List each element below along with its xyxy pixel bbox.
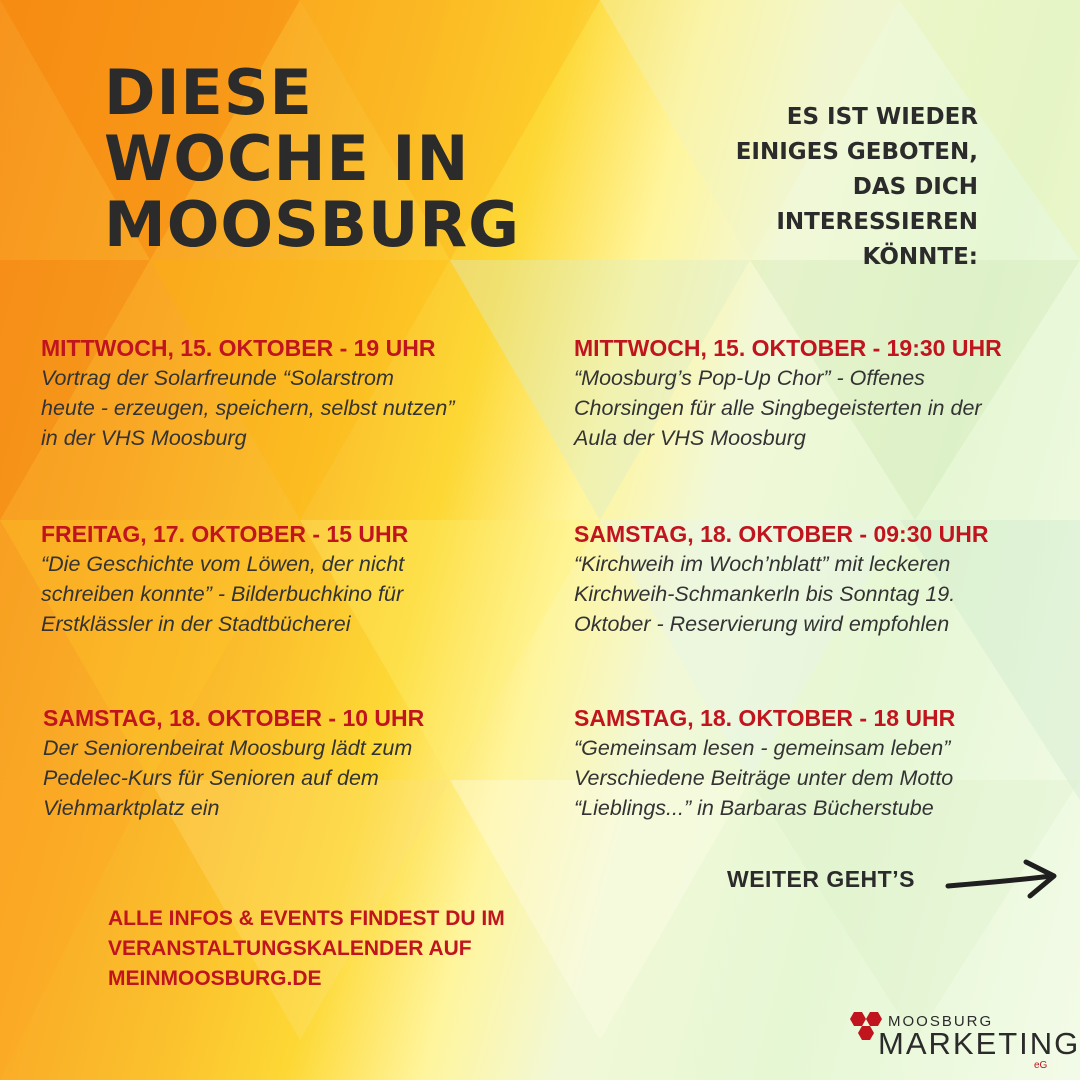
event-item: [43, 703, 543, 823]
event-date: MITTWOCH, 15. OKTOBER - 19:30 UHR: [574, 335, 1002, 361]
event-description-line: schreiben konnte” - Bilderbuchkino für: [41, 582, 404, 606]
event-item: [41, 333, 541, 453]
event-description-line: “Die Geschichte vom Löwen, der nicht: [41, 552, 405, 576]
event-description-line: Vortrag der Solarfreunde “Solarstrom: [41, 366, 394, 390]
event-date: MITTWOCH, 15. OKTOBER - 19 UHR: [41, 335, 436, 361]
footer-line[interactable]: MEINMOOSBURG.DE: [108, 967, 322, 990]
arrow-right-icon[interactable]: [944, 858, 1062, 908]
event-item: [41, 519, 541, 639]
event-date: SAMSTAG, 18. OKTOBER - 09:30 UHR: [574, 521, 989, 547]
event-description-line: “Moosburg’s Pop-Up Chor” - Offenes: [574, 366, 925, 390]
event-description: [574, 549, 1074, 639]
event-date: SAMSTAG, 18. OKTOBER - 18 UHR: [574, 705, 956, 731]
event-description-line: in der VHS Moosburg: [41, 426, 247, 450]
event-description-line: Aula der VHS Moosburg: [574, 426, 806, 450]
intro-line: EINIGES GEBOTEN,: [735, 139, 978, 165]
footer-text: [108, 904, 628, 994]
intro-line: ES IST WIEDER: [786, 104, 978, 130]
intro-text: [658, 100, 978, 275]
next-page-label[interactable]: WEITER GEHT’S: [727, 866, 915, 892]
moosburg-marketing-logo: [844, 1010, 1080, 1074]
title-line: MOOSBURG: [104, 188, 520, 261]
event-description-line: Pedelec-Kurs für Senioren auf dem: [43, 766, 379, 790]
title-line: WOCHE IN: [104, 122, 470, 195]
event-description-line: Oktober - Reservierung wird empfohlen: [574, 612, 950, 636]
page-title: [104, 56, 520, 261]
event-description: [41, 363, 541, 453]
event-description-line: Der Seniorenbeirat Moosburg lädt zum: [43, 736, 413, 760]
event-description-line: Verschiedene Beiträge unter dem Motto: [574, 766, 954, 790]
intro-line: DAS DICH: [852, 174, 978, 200]
event-description-line: “Gemeinsam lesen - gemeinsam leben”: [574, 736, 951, 760]
event-description-line: Viehmarktplatz ein: [43, 796, 220, 820]
event-description: [574, 733, 1074, 823]
intro-line: KÖNNTE:: [862, 244, 978, 270]
title-line: DIESE: [104, 56, 313, 129]
logo-main-text: MARKETING: [878, 1026, 1080, 1061]
event-description-line: “Lieblings...” in Barbaras Bücherstube: [574, 796, 934, 820]
intro-line: INTERESSIEREN: [776, 209, 978, 235]
logo-top-text: MOOSBURG: [888, 1013, 994, 1030]
event-description-line: heute - erzeugen, speichern, selbst nutzen”: [41, 396, 455, 420]
event-description-line: “Kirchweih im Woch’nblatt” mit leckeren: [574, 552, 951, 576]
event-description: [574, 363, 1074, 453]
event-date: FREITAG, 17. OKTOBER - 15 UHR: [41, 521, 409, 547]
event-description-line: Chorsingen für alle Singbegeisterten in der: [574, 396, 982, 420]
event-description: [43, 733, 543, 823]
event-item: [574, 333, 1074, 453]
event-description-line: Erstklässler in der Stadtbücherei: [41, 612, 351, 636]
event-description: [41, 549, 541, 639]
event-item: [574, 703, 1074, 823]
event-description-line: Kirchweih-Schmankerln bis Sonntag 19.: [574, 582, 956, 606]
logo-suffix: eG: [1034, 1060, 1048, 1071]
event-date: SAMSTAG, 18. OKTOBER - 10 UHR: [43, 705, 425, 731]
event-item: [574, 519, 1074, 639]
footer-line: VERANSTALTUNGSKALENDER AUF: [108, 937, 472, 960]
footer-line: ALLE INFOS & EVENTS FINDEST DU IM: [108, 907, 505, 930]
